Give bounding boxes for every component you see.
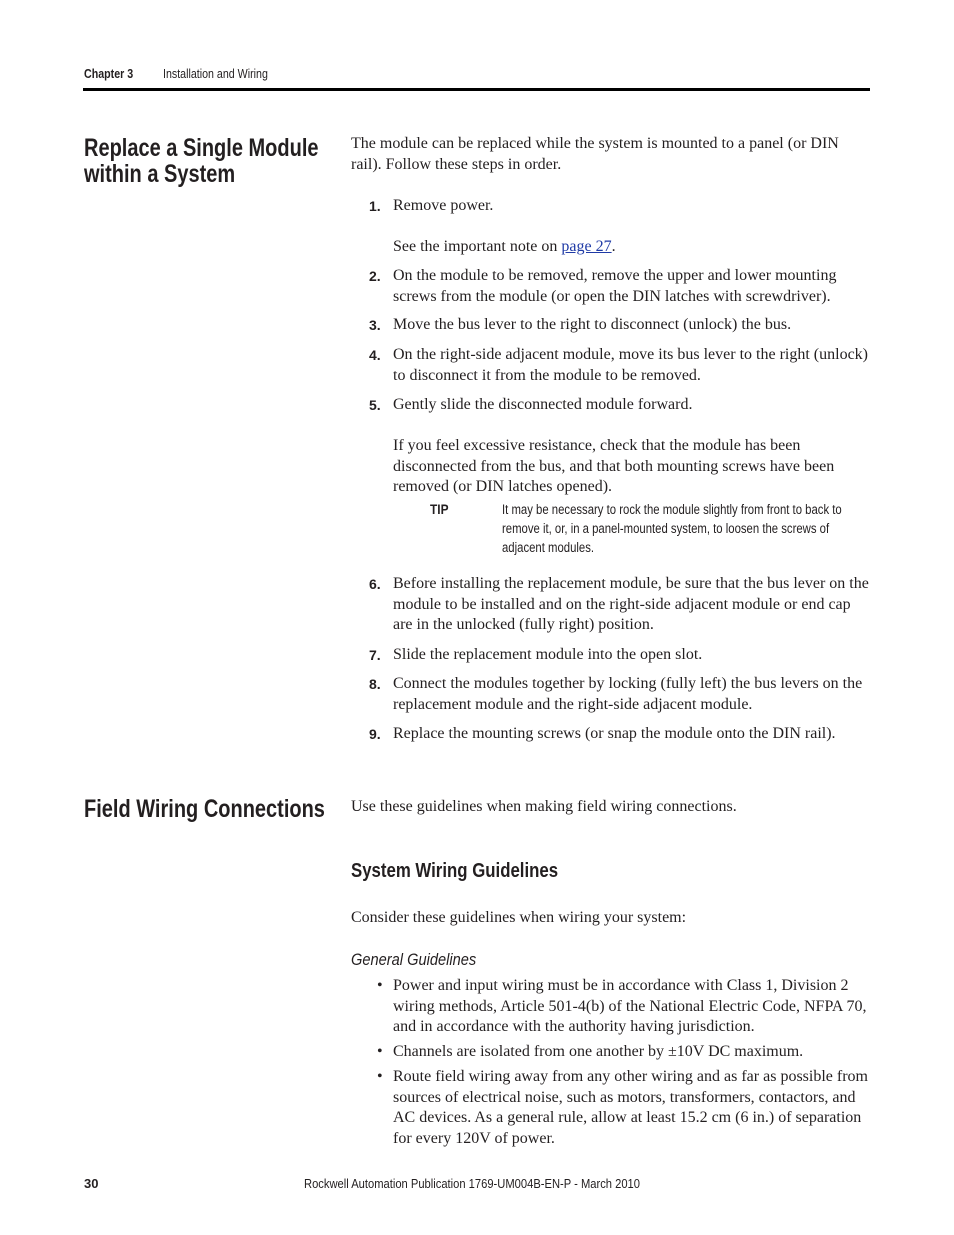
bullet-dot: • <box>377 1068 383 1085</box>
step-number: 4. <box>369 347 381 363</box>
step-text: Connect the modules together by locking (fully left) the bus levers on the replacement module and the right-side adjacent module. <box>393 675 863 713</box>
step-text: Replace the mounting screws (or snap the module onto the DIN rail). <box>393 725 836 742</box>
step-text: Gently slide the disconnected module forward. <box>393 396 693 413</box>
step-number: 2. <box>369 268 381 284</box>
tip-text: It may be necessary to rock the module slightly from front to back to remove it, or, in a panel-mounted system, to loosen the screws of adjacent modules. <box>502 502 842 555</box>
step-number: 9. <box>369 726 381 742</box>
step-text: Before installing the replacement module, be sure that the bus lever on the module to be installed and on the right-side adjacent module or end cap are in the unlocked (fully right) position. <box>393 575 869 633</box>
header-rule <box>83 88 870 91</box>
bullet-text: Route field wiring away from any other wiring and as far as possible from sources of electrical noise, such as motors, transformers, contactors, and AC devices. As a general rule, allow at least 15.2 cm (6 in.) of separation for every 120V of power. <box>393 1068 868 1147</box>
step-text: Move the bus lever to the right to disconnect (unlock) the bus. <box>393 316 792 333</box>
step-text: On the module to be removed, remove the upper and lower mounting screws from the module (or open the DIN latches with screwdriver). <box>393 267 837 305</box>
step-text: Slide the replacement module into the open slot. <box>393 646 703 663</box>
section-heading-replace-module <box>84 135 319 187</box>
note-punct: . <box>611 238 616 255</box>
step-number: 6. <box>369 576 381 592</box>
step-text: On the right-side adjacent module, move its bus lever to the right (unlock) to disconnect it from the module to be removed. <box>393 346 868 384</box>
note-text: See the important note on <box>393 238 562 255</box>
publication-info: Rockwell Automation Publication 1769-UM004B-EN-P - March 2010 <box>304 1176 640 1191</box>
subsection-intro: Consider these guidelines when wiring your system: <box>351 909 687 926</box>
section-heading-field-wiring: Field Wiring Connections <box>84 795 325 823</box>
step-number: 1. <box>369 198 381 214</box>
step-number: 8. <box>369 676 381 692</box>
chapter-title: Installation and Wiring <box>163 66 268 81</box>
step-number: 7. <box>369 647 381 663</box>
section-intro: The module can be replaced while the system is mounted to a panel (or DIN rail). Follow these steps in order. <box>351 135 839 173</box>
page-link[interactable]: page 27 <box>561 238 612 255</box>
heading-line-2: within a System <box>84 160 236 188</box>
step-note: If you feel excessive resistance, check that the module has been disconnected from the bus, and that both mounting screws have been removed (or DIN latches opened). <box>393 437 835 495</box>
page-header <box>84 66 268 82</box>
subsection-heading: System Wiring Guidelines <box>351 860 559 882</box>
bullet-text: Power and input wiring must be in accordance with Class 1, Division 2 wiring methods, Article 501-4(b) of the National Electric Code, NFPA 70, and in accordance with the authority having jurisdiction. <box>393 977 867 1035</box>
step-number: 3. <box>369 317 381 333</box>
tip-label: TIP <box>430 501 449 517</box>
chapter-label: Chapter 3 <box>84 66 134 81</box>
section-intro: Use these guidelines when making field wiring connections. <box>351 798 737 815</box>
step-number: 5. <box>369 397 381 413</box>
bullet-text: Channels are isolated from one another by ±10V DC maximum. <box>393 1043 804 1060</box>
bullet-dot: • <box>377 977 383 994</box>
subsubsection-heading: General Guidelines <box>351 950 477 969</box>
page-number: 30 <box>84 1176 99 1191</box>
step-text: Remove power. <box>393 197 494 214</box>
heading-line-1: Replace a Single Module <box>84 134 319 162</box>
bullet-dot: • <box>377 1043 383 1060</box>
step-note <box>393 237 873 258</box>
